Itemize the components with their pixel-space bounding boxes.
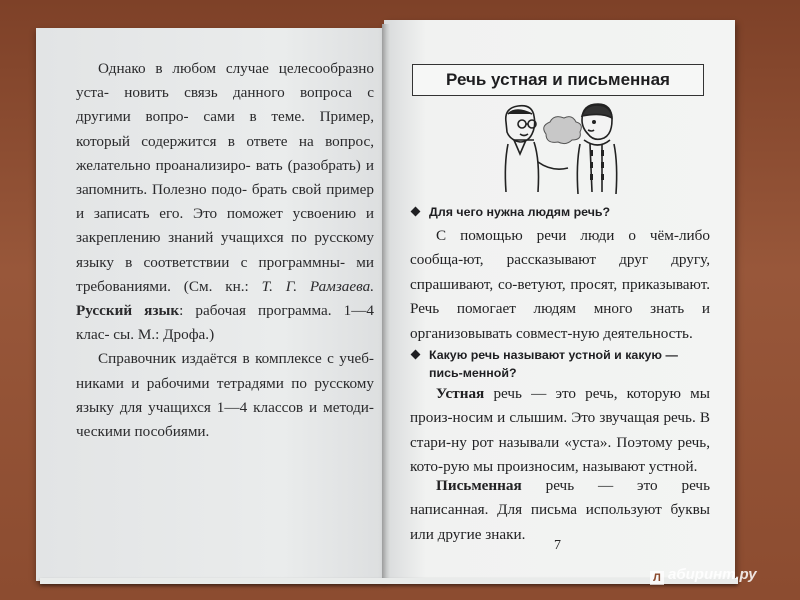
children-talking-illustration [500,100,620,198]
reference-author: Т. Г. Рамзаева. [261,277,374,295]
diamond-bullet-icon [411,350,421,360]
reference-title: Русский язык [76,302,180,320]
left-paragraph-2: Справочник издаётся в комплексе с учеб-никами и рабочими тетрадями по русскому языку для учащихся 1—4 классов и методи-ческими пособиями. [76,350,374,441]
diamond-bullet-icon [411,207,421,217]
book-gutter [382,24,390,582]
written-term: Письменная [436,477,522,494]
oral-term: Устная [436,385,485,402]
watermark-logo-icon: Л [650,571,664,585]
answer-1: С помощью речи люди о чём-либо сообща-ют, рассказывают друг другу, спрашивают, со-ветуют, просят, приказывают. Речь помогает людям много знать и организовывать совмест-ную деятельность. [410,227,710,342]
page-edges [40,578,738,584]
question-1: Для чего нужна людям речь? [410,203,710,221]
page-number: 7 [554,538,561,553]
question-2: Какую речь называют устной и какую — пись-менной? [410,346,711,382]
written-speech-definition: Письменная речь — это речь написанная. Для письма используют буквы или другие знаки. [410,477,710,543]
section-title: Речь устная и письменная [412,64,704,96]
left-page-text [76,57,374,444]
watermark: Л абиринт.ру [650,566,757,585]
oral-speech-definition: Устная речь — это речь, которую мы произ-носим и слышим. Это звучащая речь. В стари-ну рот называли «уста». Поэтому речь, кото-рую мы произносим, называют устной. [410,385,710,476]
left-paragraph-1: Однако в любом случае целесообразно уста- новить связь данного вопроса с другими вопро- сами в теме. Пример, который содержится в ответе на вопрос, желательно проанализиро- вать (разобрать) и запомнить. Полезно подо- брать свой пример и записать его. Это поможет усвоению и закреплению знаний учащихся по русскому языку в соответствии с программны- ми требованиями. (См. кн.: Т. Г. Рамзаева. Русский язык: рабочая программа. 1—4 клас- сы. М.: Дрофа.) [76,60,375,344]
